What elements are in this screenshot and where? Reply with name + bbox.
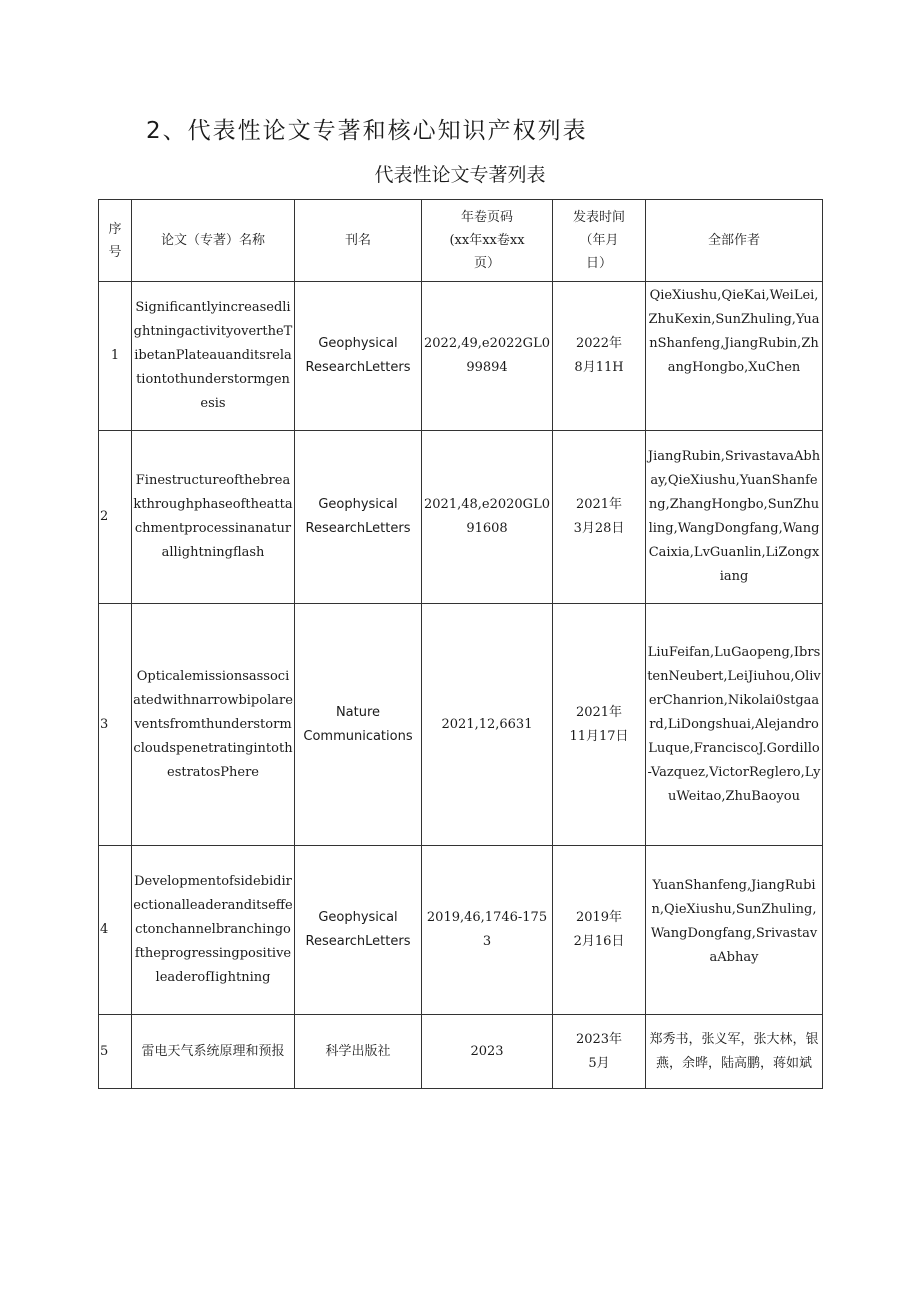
table-title: 代表性论文专著列表 xyxy=(374,164,546,186)
publish-date: 2021年 3月28日 xyxy=(553,431,646,604)
volume-pages: 2021,48,e2020GL091608 xyxy=(422,431,553,604)
authors: YuanShanfeng,JiangRubin,QieXiushu,SunZhuling,WangDongfang,SrivastavaAbhay xyxy=(646,846,823,1015)
journal-name: 科学出版社 xyxy=(295,1015,422,1089)
header-journal: 刊名 xyxy=(295,200,422,282)
header-no: 序 号 xyxy=(99,200,132,282)
row-no: 3 xyxy=(99,604,132,846)
table-row xyxy=(99,604,823,846)
publish-date: 2021年 11月17日 xyxy=(553,604,646,846)
table-row xyxy=(99,1015,823,1089)
authors: 郑秀书，张义军，张大林，银燕，余晔，陆高鹏，蒋如斌 xyxy=(646,1015,823,1089)
table-row xyxy=(99,282,823,431)
row-no: 2 xyxy=(99,431,132,604)
papers-table xyxy=(98,199,823,1089)
header-volume: 年卷页码 (xx年xx卷xx 页） xyxy=(422,200,553,282)
row-no: 4 xyxy=(99,846,132,1015)
header-authors: 全部作者 xyxy=(646,200,823,282)
volume-pages: 2022,49,e2022GL099894 xyxy=(422,282,553,431)
volume-pages: 2023 xyxy=(422,1015,553,1089)
row-no: 1 xyxy=(99,282,132,431)
paper-title: Finestructureofthebreakthroughphaseoftheattachmentprocessinanaturallightningflash xyxy=(132,431,295,604)
paper-title: SignificantlyincreasedlightningactivityovertheTibetanPlateauanditsrelationtothunderstormgenesis xyxy=(132,282,295,431)
table-header-row xyxy=(99,200,823,282)
header-title: 论文（专著）名称 xyxy=(132,200,295,282)
paper-title: 雷电天气系统原理和预报 xyxy=(132,1015,295,1089)
authors: LiuFeifan,LuGaopeng,IbrstenNeubert,LeiJiuhou,OliverChanrion,Nikolai0stgaard,LiDongshuai,AlejandroLuque,FranciscoJ.Gordillo-Vazquez,VictorReglero,LyuWeitao,ZhuBaoyou xyxy=(646,604,823,846)
paper-title: DevelopmentofsidebidirectionalleaderanditseffectonchannelbranchingoftheprogressingpositiveleaderofIightning xyxy=(132,846,295,1015)
journal-name: Geophysical ResearchLetters xyxy=(295,431,422,604)
publish-date: 2019年 2月16日 xyxy=(553,846,646,1015)
volume-pages: 2019,46,1746-1753 xyxy=(422,846,553,1015)
journal-name: Geophysical ResearchLetters xyxy=(295,282,422,431)
paper-title: OpticalemissionsassociatedwithnarrowbipolareventsfromthunderstormcloudspenetratingintothestratosPhere xyxy=(132,604,295,846)
section-title: 2、代表性论文专著和核心知识产权列表 xyxy=(146,118,588,144)
table-row xyxy=(99,431,823,604)
authors: JiangRubin,SrivastavaAbhay,QieXiushu,YuanShanfeng,ZhangHongbo,SunZhuling,WangDongfang,WangCaixia,LvGuanlin,LiZongxiang xyxy=(646,431,823,604)
table-row xyxy=(99,846,823,1015)
publish-date: 2023年 5月 xyxy=(553,1015,646,1089)
volume-pages: 2021,12,6631 xyxy=(422,604,553,846)
row-no: 5 xyxy=(99,1015,132,1089)
publish-date: 2022年 8月11H xyxy=(553,282,646,431)
journal-name: Nature Communications xyxy=(295,604,422,846)
journal-name: Geophysical ResearchLetters xyxy=(295,846,422,1015)
authors: QieXiushu,QieKai,WeiLei,ZhuKexin,SunZhuling,YuanShanfeng,JiangRubin,ZhangHongbo,XuChen xyxy=(646,282,823,431)
header-date: 发表时间 （年月 日） xyxy=(553,200,646,282)
